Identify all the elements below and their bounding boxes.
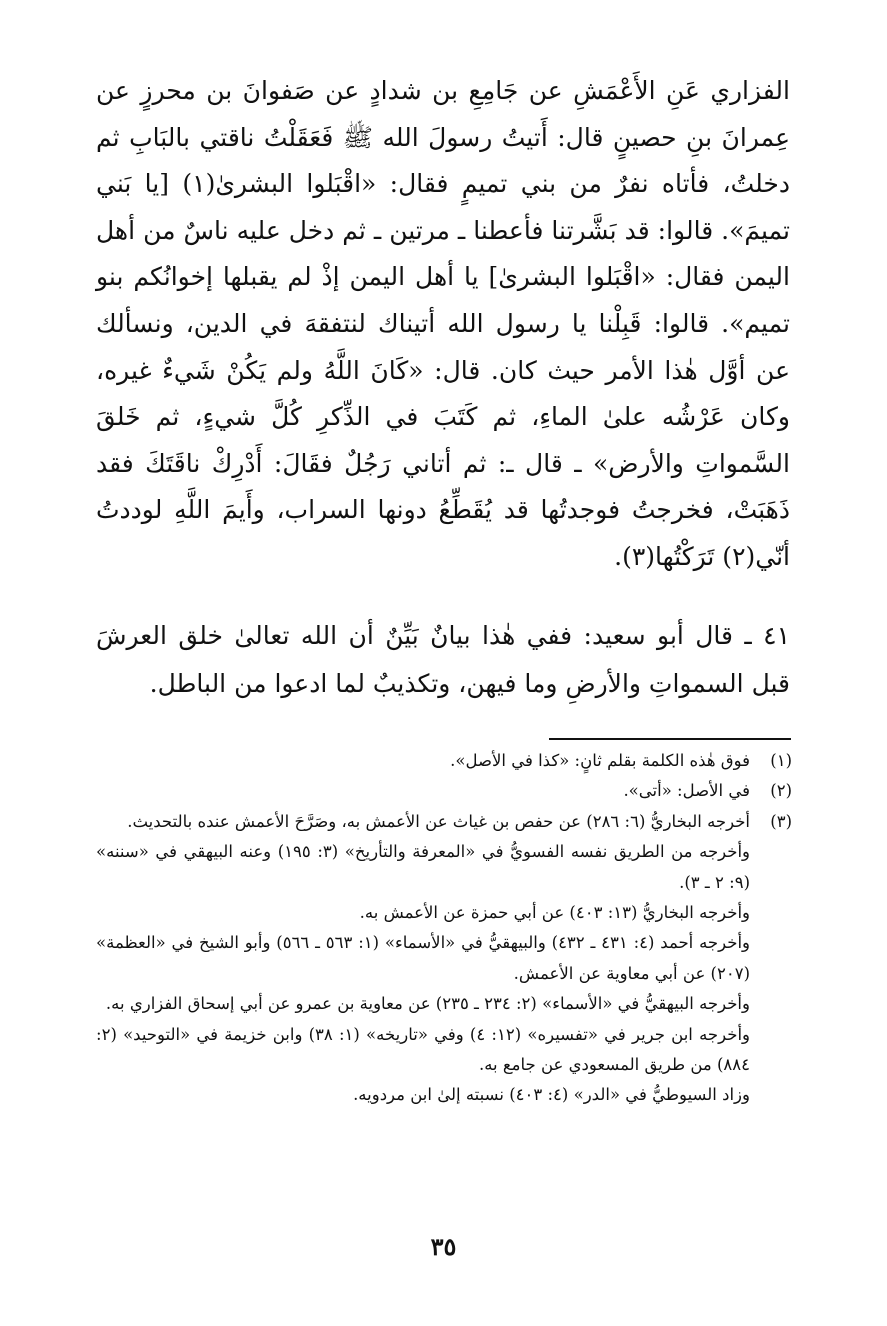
footnote-line: وأخرجه ابن جرير في «تفسيره» (١٢: ٤) وفي «تاريخه» (١: ٣٨) وابن خزيمة في «التوحيد» (٢: ٨٨٤) من طريق المسعودي عن جامع به. <box>96 1024 750 1075</box>
footnote-1 <box>96 746 792 776</box>
footnote-text <box>96 746 750 776</box>
footnote-line: في الأصل: «أتى». <box>623 781 750 801</box>
footnote-number: (١) <box>770 751 792 770</box>
footnote-3 <box>96 807 792 1111</box>
footnote-number: (٣) <box>770 811 792 831</box>
footnote-number: (٢) <box>770 781 792 801</box>
paragraph-41: ٤١ ـ قال أبو سعيد: ففي هٰذا بيانٌ بَيِّنٌ أن الله تعالىٰ خلق العرشَ قبل السمواتِ والأرضِ وما فيهن، وتكذيبٌ لما ادعوا من الباطل. <box>96 621 790 698</box>
footnote-line: وأخرجه البخاريُّ (١٣: ٤٠٣) عن أبي حمزة عن الأعمش به. <box>359 903 750 923</box>
footnotes-section <box>96 746 792 1111</box>
footnote-text <box>96 807 750 1111</box>
footnote-line: فوق هٰذه الكلمة بقلم ثانٍ: «كذا في الأصل». <box>450 751 750 770</box>
footnote-2 <box>96 776 792 806</box>
footnote-separator <box>549 738 791 740</box>
footnote-text <box>96 776 750 806</box>
footnote-line: وزاد السيوطيُّ في «الدر» (٤: ٤٠٣) نسبته إلىٰ ابن مردويه. <box>353 1085 750 1105</box>
footnote-line: أخرجه البخاريُّ (٦: ٢٨٦) عن حفص بن غياث عن الأعمش به، وصَرَّحَ الأعمش عنده بالتحديث. <box>127 811 750 831</box>
footnote-line: وأخرجه من الطريق نفسه الفسويُّ في «المعرفة والتأريخ» (٣: ١٩٥) وعنه البيهقي في «سننه» (٩: ٢ ـ ٣). <box>96 842 750 892</box>
paragraph-41-block <box>96 612 790 708</box>
page-number: ٣٥ <box>430 1232 457 1261</box>
footnote-line: وأخرجه أحمد (٤: ٤٣١ ـ ٤٣٢) والبيهقيُّ في «الأسماء» (١: ٥٦٣ ـ ٥٦٦) وأبو الشيخ في «العظمة» (٢٠٧) عن أبي معاوية عن الأعمش. <box>96 933 750 983</box>
footnote-line: وأخرجه البيهقيُّ في «الأسماء» (٢: ٢٣٤ ـ ٢٣٥) عن معاوية بن عمرو عن أبي إسحاق الفزاري به. <box>105 994 750 1014</box>
main-paragraph: الفزاري عَنِ الأَعْمَشِ عن جَامِعِ بن شدادٍ عن صَفوانَ بن محرزٍ عن عِمرانَ بنِ حصينٍ قال: أَتيتُ رسولَ الله ﷺ فَعَقَلْتُ ناقتي بالبَابِ ثم دخلتُ، فأتاه نفرٌ من بني تميمٍ فقال: «اقْبَلوا البشرىٰ(١) [يا بَني تميمَ». قالوا: قد بَشَّرتنا فأعطنا ـ مرتين ـ ثم دخل عليه ناسٌ من أهل اليمن فقال: «اقْبَلوا البشرىٰ] يا أهل اليمن إذْ لم يقبلها إخوانُكم بنو تميم». قالوا: قَبِلْنا يا رسول الله أتيناك لنتفقهَ في الدين، ونسألك عن أوَّل هٰذا الأمر حيث كان. قال: «كَانَ اللَّهُ ولم يَكُنْ شَيءٌ غيره، وكان عَرْشُه علىٰ الماءِ، ثم كَتَبَ في الذِّكرِ كُلَّ شيءٍ، ثم خَلقَ السَّمواتِ والأرض» ـ قال ـ: ثم أتاني رَجُلٌ فقَالَ: أَدْرِكْ ناقَتَكَ فقد ذَهَبَتْ، فخرجتُ فوجدتُها قد يُقَطِّعُ دونها السراب، وأَيمَ اللَّهِ لوددتُ أنّي(٢) تَرَكْتُها(٣). <box>96 76 790 571</box>
main-text-block <box>96 68 790 581</box>
